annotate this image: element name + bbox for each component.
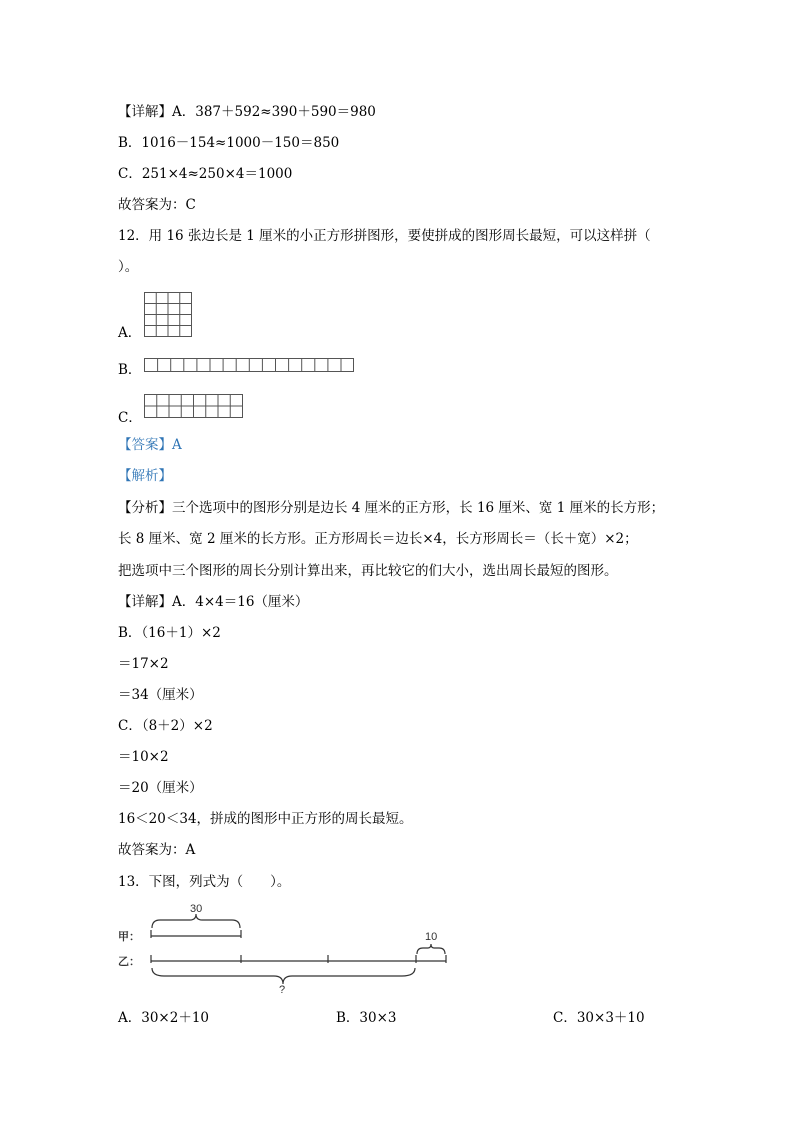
line-3: C．251×4≈250×4＝1000 [118,166,293,182]
segment-diagram [116,898,456,994]
square-4x4-figure [144,292,194,338]
jia-label: 甲： [118,931,140,943]
option-a-label: A． [118,325,142,341]
answer-heading: 【答案】A [118,437,182,453]
option-13-c: C．30×3＋10 [553,1010,645,1026]
line-2: B．1016－154≈1000－150＝850 [118,135,340,151]
question-12-stem: 12．用 16 张边长是 1 厘米的小正方形拼图形，要使拼成的图形周长最短，可以这样拼（ [118,228,651,244]
option-b-label: B． [118,362,142,378]
line-4: 故答案为：C [118,197,196,213]
detail-line-3: ＝17×2 [118,656,169,672]
detail-line-2: B．（16＋1）×2 [118,625,221,641]
line-1: 【详解】A．387＋592≈390＋590＝980 [118,104,376,120]
jia-value-label: 30 [190,903,203,915]
option-13-b: B．30×3 [336,1010,397,1026]
question-mark-label: ? [279,984,286,994]
final-answer-12: 故答案为：A [118,842,196,858]
analysis-heading: 【解析】 [118,468,172,484]
detail-line-5: C．（8＋2）×2 [118,718,213,734]
detail-line-6: ＝10×2 [118,749,169,765]
question-12-stem-end: ）。 [118,259,139,275]
analysis-line-3: 把选项中三个图形的周长分别计算出来，再比较它的们大小，选出周长最短的图形。 [118,563,618,579]
detail-line-4: ＝34（厘米） [118,687,203,703]
option-c-label: C． [118,410,142,426]
strip-16x1-figure [144,358,356,374]
yi-label: 乙： [118,956,140,968]
rect-8x2-figure [144,394,245,420]
extra-value-label: 10 [425,931,438,943]
question-13-stem: 13．下图，列式为（ ）。 [118,874,291,890]
detail-line-7: ＝20（厘米） [118,780,203,796]
option-13-a: A．30×2＋10 [118,1010,210,1026]
comparison-line: 16＜20＜34，拼成的图形中正方形的周长最短。 [118,811,413,827]
analysis-line-2: 长 8 厘米、宽 2 厘米的长方形。正方形周长＝边长×4，长方形周长＝（长＋宽）×2； [118,531,638,547]
analysis-line-1: 【分析】三个选项中的图形分别是边长 4 厘米的正方形，长 16 厘米、宽 1 厘米的长方形； [118,500,665,516]
detail-line-1: 【详解】A．4×4＝16（厘米） [118,594,309,610]
